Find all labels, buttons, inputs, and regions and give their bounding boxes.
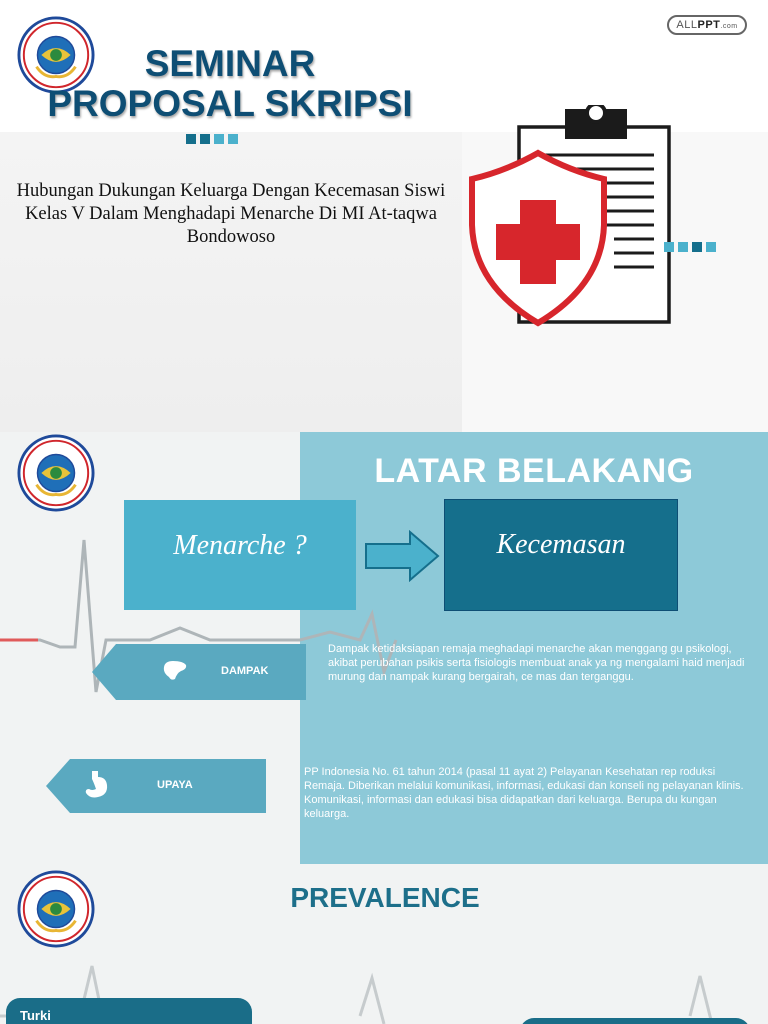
stikes-logo (17, 870, 95, 948)
arrow-right-icon (364, 530, 440, 582)
upaya-paragraph-2: Komunikasi, informasi dan edukasi bisa didapatkan dari keluarga. Berupa du kungan keluarga. (304, 794, 717, 820)
stomach-icon (82, 769, 110, 801)
slide-title-prevalence: PREVALENCE (290, 882, 480, 913)
title-background (0, 132, 462, 432)
upaya-description (304, 765, 750, 821)
title-line-1: SEMINAR (144, 43, 316, 84)
slide-title (30, 44, 430, 124)
medical-clipboard-shield-icon (464, 105, 674, 330)
thesis-title: Hubungan Dukungan Keluarga Dengan Kecemasan Siswi Kelas V Dalam Menghadapi Menarche Di MI At-taqwa Bondowoso (16, 181, 446, 247)
upaya-label: UPAYA (157, 779, 193, 791)
kecemasan-box: Kecemasan (444, 499, 678, 611)
prevalence-item-right (520, 1018, 750, 1024)
upaya-tab-shape (46, 759, 266, 813)
decorative-squares-right (664, 242, 716, 252)
dampak-description: Dampak ketidaksiapan remaja meghadapi menarche akan menggang gu psikologi, akibat perubahan psikis serta fisiologis membuat anak ya ng mengalami haid menjadi murung dan nampak kurang bergairah, ce mas dan terganggu. (328, 643, 745, 683)
decorative-squares (186, 134, 238, 144)
stikes-logo (17, 434, 95, 512)
prevalence-item-turki (6, 998, 252, 1024)
prevalence-item-label: Turki (20, 1008, 51, 1023)
title-slide (0, 0, 768, 432)
slide-title-latar: LATAR BELAKANG (374, 452, 694, 490)
allppt-watermark: ALLPPT.com (667, 15, 747, 35)
upaya-paragraph-1: PP Indonesia No. 61 tahun 2014 (pasal 11 ayat 2) Pelayanan Kesehatan rep roduksi Remaja. Diberikan melalui komunikasi, informasi, edukasi dan konseli ng pelayanan klinis. (304, 766, 744, 792)
menarche-box: Menarche ? (124, 500, 356, 610)
title-line-2: PROPOSAL SKRIPSI (47, 83, 413, 124)
dampak-label: DAMPAK (221, 665, 269, 677)
liver-icon (161, 657, 189, 685)
dampak-tab-shape (92, 644, 306, 700)
